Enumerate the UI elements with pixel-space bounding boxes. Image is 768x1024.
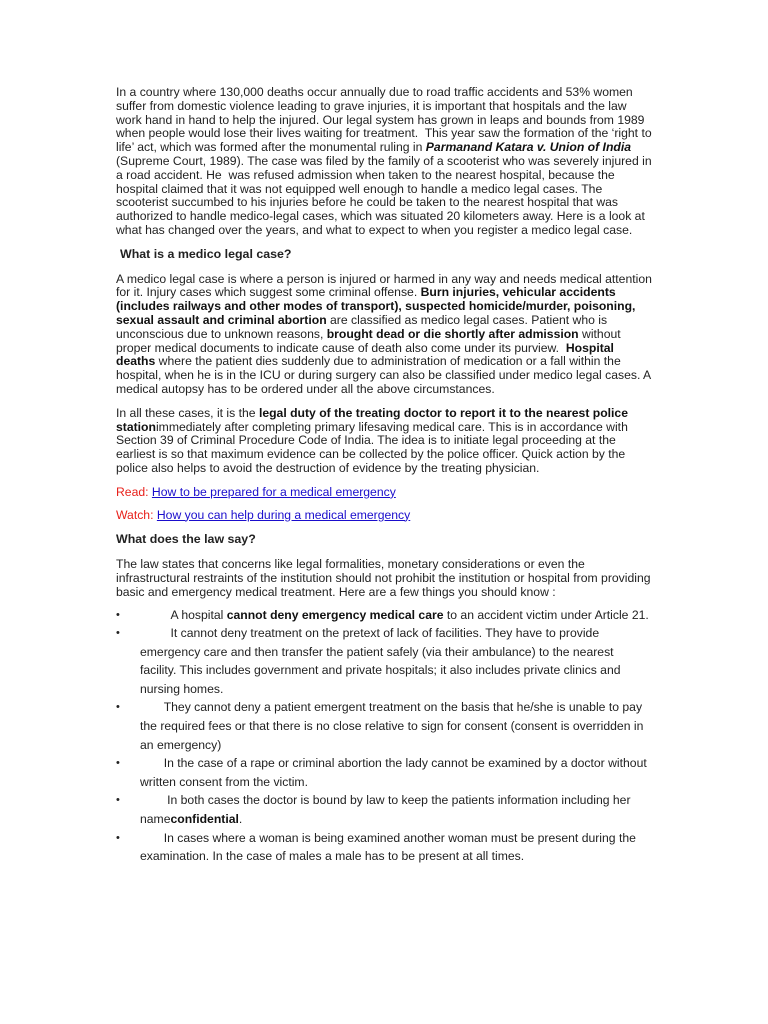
text-run: A medico legal case is where a person is injured or harmed in any way and needs medical attention for it. Injury cases which suggest some criminal offense. xyxy=(116,271,652,300)
text-run: are classified as medico legal cases. Patient who is unconscious due to unknown reasons, xyxy=(116,312,608,341)
text-run: In both cases the doctor is bound by law to keep the patients information including her name xyxy=(140,793,634,827)
text-run: to an accident victim under Article 21. xyxy=(443,607,649,622)
medico-legal-definition-paragraph xyxy=(116,273,652,397)
list-item xyxy=(116,606,652,625)
bold-text-run: Hospital deaths xyxy=(116,340,614,369)
text-run: They cannot deny a patient emergent treatment on the basis that he/she is unable to pay the required fees or that there is no close relative to sign for consent (consent is overridden in an emergency) xyxy=(140,700,647,752)
bold-text-run: legal duty of the treating doctor to report it to the nearest police station xyxy=(116,405,628,434)
list-item xyxy=(116,624,652,698)
article-body xyxy=(116,85,656,866)
list-item xyxy=(116,791,652,828)
text-run: immediately after completing primary lifesaving medical care. This is in accordance with Section 39 of Criminal Procedure Code of India. The idea is to initiate legal proceeding at the earliest is so that maximum evidence can be collected by the police officer. Quick action by the police also helps to avoid the destruction of evidence by the treating physician. xyxy=(116,419,628,475)
read-link[interactable]: How to be prepared for a medical emergency xyxy=(151,484,396,499)
list-item xyxy=(116,754,652,791)
bold-text-run: cannot deny emergency medical care xyxy=(226,607,444,622)
read-label: Read: xyxy=(116,484,149,499)
text-run: It cannot deny treatment on the pretext of lack of facilities. They have to provide emergency care and then transfer the patient safely (via their ambulance) to the nearest facility. This includes government and private hospitals; it also includes private clinics and nursing homes. xyxy=(140,626,624,696)
intro-paragraph xyxy=(116,85,656,238)
list-item xyxy=(116,829,652,866)
watch-link[interactable]: How you can help during a medical emergency xyxy=(156,507,411,522)
bold-text-run: brought dead or die shortly after admission xyxy=(326,326,579,341)
bullet-icon: • xyxy=(116,794,120,807)
case-name: Parmanand Katara v. Union of India xyxy=(425,140,631,155)
section-heading-medico-legal: What is a medico legal case? xyxy=(120,246,292,261)
bullet-icon: • xyxy=(116,831,120,844)
section-heading-law: What does the law say? xyxy=(116,532,256,547)
bold-text-run: Burn injuries, vehicular accidents (includes railways and other modes of transport), suspected homicide/murder, poisoning, sexual assault and criminal abortion xyxy=(116,285,636,327)
bullet-icon: • xyxy=(116,627,120,640)
bullet-icon: • xyxy=(116,608,120,621)
read-link-line xyxy=(116,486,652,500)
bullet-icon: • xyxy=(116,701,120,714)
text-run: A hospital xyxy=(140,607,227,622)
legal-duty-paragraph xyxy=(116,407,652,476)
watch-link-line xyxy=(116,509,652,523)
law-bullet-list xyxy=(116,606,652,866)
text-run: where the patient dies suddenly due to administration of medication or a fall within the hospital, when he is in the ICU or during surgery can also be classified under medico legal cases. A medical autopsy has to be ordered under all the above circumstances. xyxy=(116,354,651,396)
bold-text-run: confidential xyxy=(170,812,239,827)
text-run: In cases where a woman is being examined another woman must be present during the examination. In the case of males a male has to be present at all times. xyxy=(140,830,640,864)
text-run: without proper medical documents to indicate cause of death also come under its purview. xyxy=(116,326,625,355)
text-run: In all these cases, it is the xyxy=(116,405,259,420)
bullet-icon: • xyxy=(116,757,120,770)
text-run: In the case of a rape or criminal abortion the lady cannot be examined by a doctor without written consent from the victim. xyxy=(140,756,651,789)
intro-text-part2: (Supreme Court, 1989). The case was filed by the family of a scooterist who was severely injured in a road accident. He was refused admission when taken to the nearest hospital, because the hospital claimed that it was not equipped well enough to handle a medico legal cases. The scooterist succumbed to his injuries before he could be taken to the nearest hospital that was authorized to handle medico-legal cases, which was situated 20 kilometers away. Here is a look at what has changed over the years, and what to expect to when you register a medico legal case. xyxy=(116,140,655,237)
list-item xyxy=(116,698,652,754)
watch-label: Watch: xyxy=(116,507,154,522)
law-intro-paragraph: The law states that concerns like legal formalities, monetary considerations or even the infrastructural restraints of the institution should not prohibit the institution or hospital from providing basic and emergency medical treatment. Here are a few things you should know : xyxy=(116,557,651,599)
intro-text-part1: In a country where 130,000 deaths occur annually due to road traffic accidents and 53% women suffer from domestic violence leading to grave injuries, it is important that hospitals and the law work hand in hand to help the injured. Our legal system has grown in leaps and bounds from 1989 when people would lose their lives waiting for treatment. This year saw the formation of the ‘right to life’ act, which was formed after the monumental ruling in xyxy=(116,85,656,155)
text-run: . xyxy=(238,812,243,827)
